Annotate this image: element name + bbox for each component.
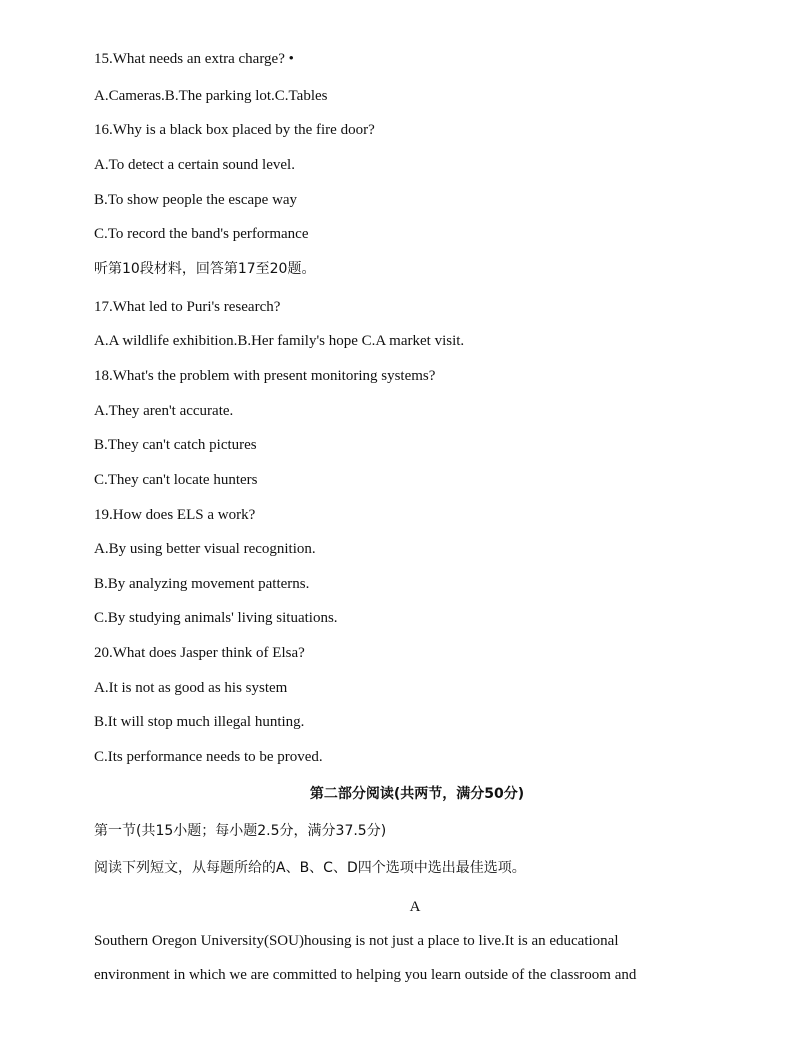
question-19: 19.How does ELS a work? <box>94 507 256 523</box>
question-17-options: A.A wildlife exhibition.B.Her family's hope C.A market visit. <box>94 333 465 349</box>
reading-instruction: 阅读下列短文，从每题所给的A、B、C、D四个选项中选出最佳选项。 <box>94 860 526 876</box>
question-20-option-c: C.Its performance needs to be proved. <box>94 749 323 765</box>
question-19-option-b: B.By analyzing movement patterns. <box>94 576 310 592</box>
question-16-option-b: B.To show people the escape way <box>94 192 298 208</box>
question-20-option-a: A.It is not as good as his system <box>94 680 288 696</box>
passage-line-1: Southern Oregon University(SOU)housing is not just a place to live.It is an educational <box>94 933 619 949</box>
question-16-option-a: A.To detect a certain sound level. <box>94 157 295 173</box>
question-18-option-a: A.They aren't accurate. <box>94 403 234 419</box>
question-19-option-a: A.By using better visual recognition. <box>94 541 316 557</box>
question-19-option-c: C.By studying animals' living situations. <box>94 610 338 626</box>
question-18-option-c: C.They can't locate hunters <box>94 472 258 488</box>
question-20: 20.What does Jasper think of Elsa? <box>94 645 305 661</box>
section1-title: 第一节(共15小题；每小题2.5分，满分37.5分) <box>94 823 387 839</box>
question-15: 15.What needs an extra charge? • <box>94 51 294 67</box>
question-18: 18.What's the problem with present monitoring systems? <box>94 368 436 384</box>
question-17: 17.What led to Puri's research? <box>94 299 281 315</box>
question-15-options: A.Cameras.B.The parking lot.C.Tables <box>94 88 328 104</box>
part2-heading: 第二部分阅读(共两节，满分50分) <box>309 786 525 802</box>
passage-label: A <box>409 899 421 915</box>
listening-instruction: 听第10段材料，回答第17至20题。 <box>94 261 316 277</box>
question-16: 16.Why is a black box placed by the fire door? <box>94 122 375 138</box>
question-16-option-c: C.To record the band's performance <box>94 226 309 242</box>
question-20-option-b: B.It will stop much illegal hunting. <box>94 714 305 730</box>
question-18-option-b: B.They can't catch pictures <box>94 437 257 453</box>
passage-line-2: environment in which we are committed to helping you learn outside of the classroom and <box>94 967 637 983</box>
